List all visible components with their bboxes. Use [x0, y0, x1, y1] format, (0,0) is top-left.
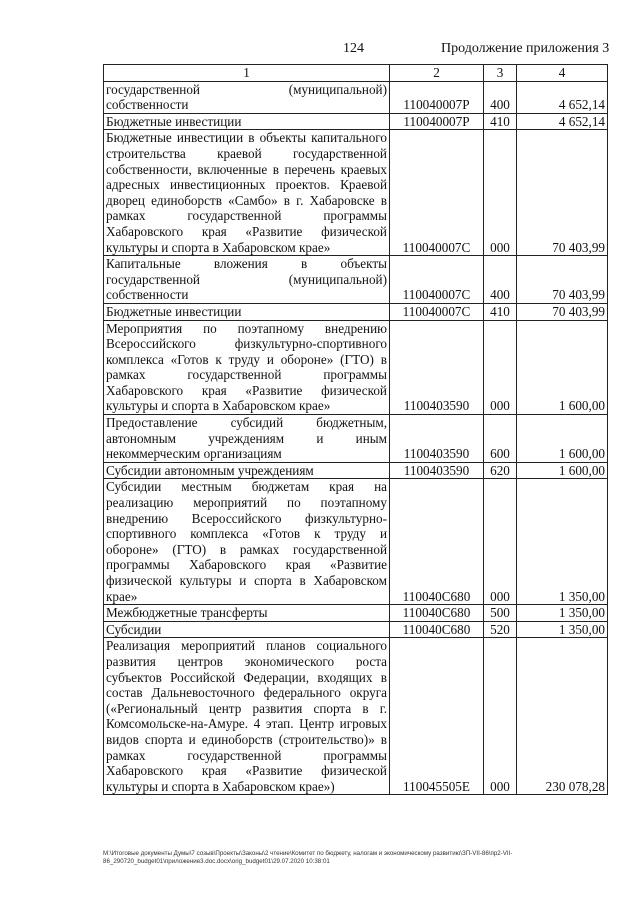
row-name: Капитальные вложения в объекты государственной (муниципальной) собственности: [104, 256, 390, 304]
row-sum: 70 403,99: [517, 130, 608, 256]
row-code: 110040С680: [390, 479, 484, 605]
continuation-caption: Продолжение приложения 3: [441, 41, 610, 56]
row-code: 110040007С: [390, 130, 484, 256]
row-name: Реализация мероприятий планов социального развития центров экономического роста субъектов Российской Федерации, входящих в состав Дальневосточного федерального округа («Региональный центр развития спорта в г. Комсомольске-на-Амуре. 4 этап. Центр игровых видов спорта и единоборств (строительство)» в рамках государственной программы Хабаровского края «Развитие физической культуры и спорта в Хабаровском крае»): [104, 638, 390, 795]
table-row: [104, 479, 608, 605]
column-header: 2: [390, 65, 484, 82]
row-type: 600: [484, 415, 517, 463]
row-name: Бюджетные инвестиции: [104, 303, 390, 320]
row-code: 110045505Е: [390, 638, 484, 795]
row-name: Мероприятия по поэтапному внедрению Всероссийского физкультурно-спортивного комплекса «Готов к труду и обороне» (ГТО) в рамках государственной программы Хабаровского края «Развитие физической культуры и спорта в Хабаровском крае»: [104, 320, 390, 415]
page-number: 124: [343, 41, 364, 56]
table-row: [104, 320, 608, 415]
row-sum: 70 403,99: [517, 256, 608, 304]
row-type: 000: [484, 479, 517, 605]
row-sum: 1 600,00: [517, 462, 608, 479]
row-type: 400: [484, 81, 517, 113]
row-sum: 1 350,00: [517, 479, 608, 605]
table-row: [104, 113, 608, 130]
row-code: 1100403590: [390, 320, 484, 415]
budget-table: [103, 64, 608, 795]
row-code: 110040007С: [390, 256, 484, 304]
row-type: 520: [484, 621, 517, 638]
row-type: 410: [484, 303, 517, 320]
table-row: [104, 415, 608, 463]
row-type: 000: [484, 638, 517, 795]
column-header: 3: [484, 65, 517, 82]
row-name: Предоставление субсидий бюджетным, автономным учреждениям и иным некоммерческим организациям: [104, 415, 390, 463]
table-row: [104, 303, 608, 320]
row-type: 620: [484, 462, 517, 479]
row-name: Бюджетные инвестиции в объекты капитального строительства краевой государственной собственности, включенные в перечень краевых адресных инвестиционных проектов. Краевой дворец единоборств «Самбо» в г. Хабаровске в рамках государственной программы Хабаровского края «Развитие физической культуры и спорта в Хабаровском крае»: [104, 130, 390, 256]
row-name: Субсидии: [104, 621, 390, 638]
table-row: [104, 621, 608, 638]
row-sum: 230 078,28: [517, 638, 608, 795]
row-sum: 1 600,00: [517, 320, 608, 415]
row-code: 110040007С: [390, 303, 484, 320]
row-sum: 4 652,14: [517, 113, 608, 130]
file-path-footer: M:\Итоговые документы Думы\7 созыв\Проекты\Законы\2 чтение\Комитет по бюджету, налогам и экономическому развитию\ЗП-VII-86\пр2-VII-86_290720_budget01\приложение3.doc.docx\orig_budget01\29.07.2020 10:38:01: [103, 850, 513, 865]
row-code: 110040С680: [390, 605, 484, 622]
row-type: 500: [484, 605, 517, 622]
column-header: 1: [104, 65, 390, 82]
row-type: 000: [484, 130, 517, 256]
row-type: 410: [484, 113, 517, 130]
row-sum: 70 403,99: [517, 303, 608, 320]
column-header: 4: [517, 65, 608, 82]
row-name: Субсидии автономным учреждениям: [104, 462, 390, 479]
row-type: 400: [484, 256, 517, 304]
row-name: Субсидии местным бюджетам края на реализацию мероприятий по поэтапному внедрению Всероссийского физкультурно-спортивного комплекса «Готов к труду и обороне» (ГТО) в рамках государственной программы Хабаровского края «Развитие физической культуры и спорта в Хабаровском крае»: [104, 479, 390, 605]
row-code: 110040007Р: [390, 113, 484, 130]
row-name: государственной (муниципальной) собственности: [104, 81, 390, 113]
table-row: [104, 130, 608, 256]
row-sum: 1 600,00: [517, 415, 608, 463]
table-row: [104, 462, 608, 479]
row-sum: 1 350,00: [517, 621, 608, 638]
row-name: Межбюджетные трансферты: [104, 605, 390, 622]
table-row: [104, 81, 608, 113]
row-name: Бюджетные инвестиции: [104, 113, 390, 130]
row-sum: 1 350,00: [517, 605, 608, 622]
row-sum: 4 652,14: [517, 81, 608, 113]
row-code: 1100403590: [390, 415, 484, 463]
table-row: [104, 638, 608, 795]
table-row: [104, 605, 608, 622]
table-header-row: [104, 65, 608, 82]
row-code: 110040007Р: [390, 81, 484, 113]
row-type: 000: [484, 320, 517, 415]
row-code: 1100403590: [390, 462, 484, 479]
table-row: [104, 256, 608, 304]
row-code: 110040С680: [390, 621, 484, 638]
